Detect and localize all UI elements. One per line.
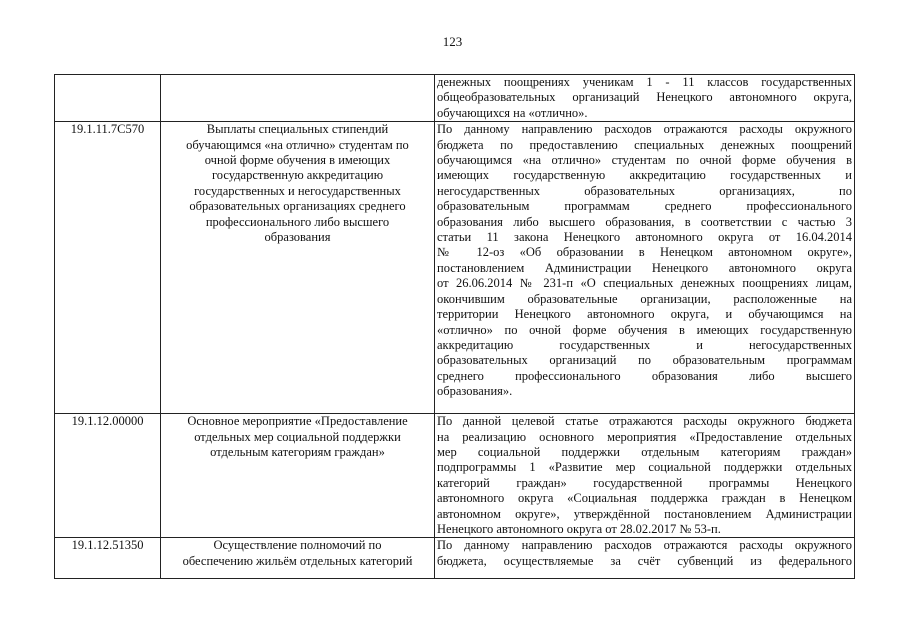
name-line: очной форме обучения в имеющих: [204, 153, 391, 168]
description-line: негосударственных образовательных организациях, по: [437, 183, 852, 198]
name-line: образования: [264, 230, 331, 245]
name-line: обеспечению жильём отдельных категорий: [182, 553, 413, 568]
description-line: общеобразовательных организаций Ненецкого автономного округа,: [437, 90, 852, 105]
description-line: По данной целевой статье отражаются расходы окружного бюджета: [437, 414, 852, 429]
name-cell: [161, 75, 435, 122]
name-line: отдельных мер социальной поддержки: [194, 429, 401, 444]
description-line: от 26.06.2014 № 231-п «О специальных денежных поощрениях лицам,: [437, 276, 852, 291]
table-row: [55, 414, 855, 538]
name-line: профессионального либо высшего: [205, 214, 390, 229]
name-line: Основное мероприятие «Предоставление: [187, 414, 408, 429]
name-cell: [161, 538, 435, 579]
description-cell: [435, 122, 855, 414]
description-cell: [435, 75, 855, 122]
description-line: окончившим образовательные организации, расположенные на: [437, 291, 852, 306]
name-line: отдельным категориям граждан»: [210, 445, 385, 460]
description-line: имеющих государственную аккредитацию государственных и: [437, 168, 852, 183]
description-line: автономного округа «Социальная поддержка граждан в Ненецком: [437, 491, 852, 506]
table-row: [55, 538, 855, 579]
description-line: По данному направлению расходов отражаются расходы окружного: [437, 538, 852, 553]
description-line: статьи 11 закона Ненецкого автономного округа от 16.04.2014: [437, 230, 852, 245]
description-line: По данному направлению расходов отражаются расходы окружного: [437, 122, 852, 137]
description-cell: [435, 414, 855, 538]
description-line: автономном округе», утверждённой постановлением Администрации: [437, 506, 852, 521]
description-line: обучающихся на «отлично».: [437, 105, 588, 120]
description-line: обучающимся «на отлично» студентам по очной форме обучения в: [437, 153, 852, 168]
description-line: среднего профессионального образования либо высшего: [437, 368, 852, 383]
name-cell: [161, 122, 435, 414]
code-cell: [55, 75, 161, 122]
description-line: образования либо высшего образования, в соответствии с частью 3: [437, 214, 852, 229]
description-line: на реализацию основного мероприятия «Предоставление отдельных: [437, 429, 852, 444]
description-line: мер социальной поддержки отдельным категориям граждан»: [437, 445, 852, 460]
description-cell: [435, 538, 855, 579]
description-line: образования».: [437, 384, 513, 399]
description-line: территории Ненецкого автономного округа, и обучающимся на: [437, 307, 852, 322]
description-line: подпрограммы 1 «Развитие мер социальной поддержки отдельных: [437, 460, 852, 475]
name-line: государственных и негосударственных: [194, 183, 401, 198]
name-line: Выплаты специальных стипендий: [206, 122, 389, 137]
name-line: образовательных организациях среднего: [189, 199, 406, 214]
code-cell: 19.1.12.51350: [55, 538, 161, 579]
description-line: «отлично» по очной форме обучения в имеющих государственную: [437, 322, 852, 337]
description-line: бюджета, осуществляемые за счёт субвенций из федерального: [437, 553, 852, 568]
description-line: бюджета по предоставлению специальных денежных поощрений: [437, 137, 852, 152]
description-line: аккредитацию государственных и негосударственных: [437, 337, 852, 352]
name-line: обучающимся «на отлично» студентам по: [186, 137, 409, 152]
page-number: 123: [442, 34, 463, 49]
description-line: образовательных организаций по образовательным программам: [437, 353, 852, 368]
description-line: категорий граждан» государственной программы Ненецкого: [437, 475, 852, 490]
name-line: Осуществление полномочий по: [213, 538, 382, 553]
budget-classification-table: [54, 74, 855, 579]
description-line: образовательным программам среднего профессионального: [437, 199, 852, 214]
description-line: денежных поощрениях ученикам 1 - 11 классов государственных: [437, 75, 852, 89]
name-cell: [161, 414, 435, 538]
table-row: [55, 122, 855, 414]
table-row: [55, 75, 855, 122]
code-cell: 19.1.12.00000: [55, 414, 161, 538]
description-line: постановлением Администрации Ненецкого автономного округа: [437, 260, 852, 275]
description-line: Ненецкого автономного округа от 28.02.2017 № 53-п.: [437, 522, 721, 537]
name-line: государственную аккредитацию: [211, 168, 384, 183]
description-line: № 12-оз «Об образовании в Ненецком автономном округе»,: [437, 245, 852, 260]
code-cell: 19.1.11.7С570: [55, 122, 161, 414]
